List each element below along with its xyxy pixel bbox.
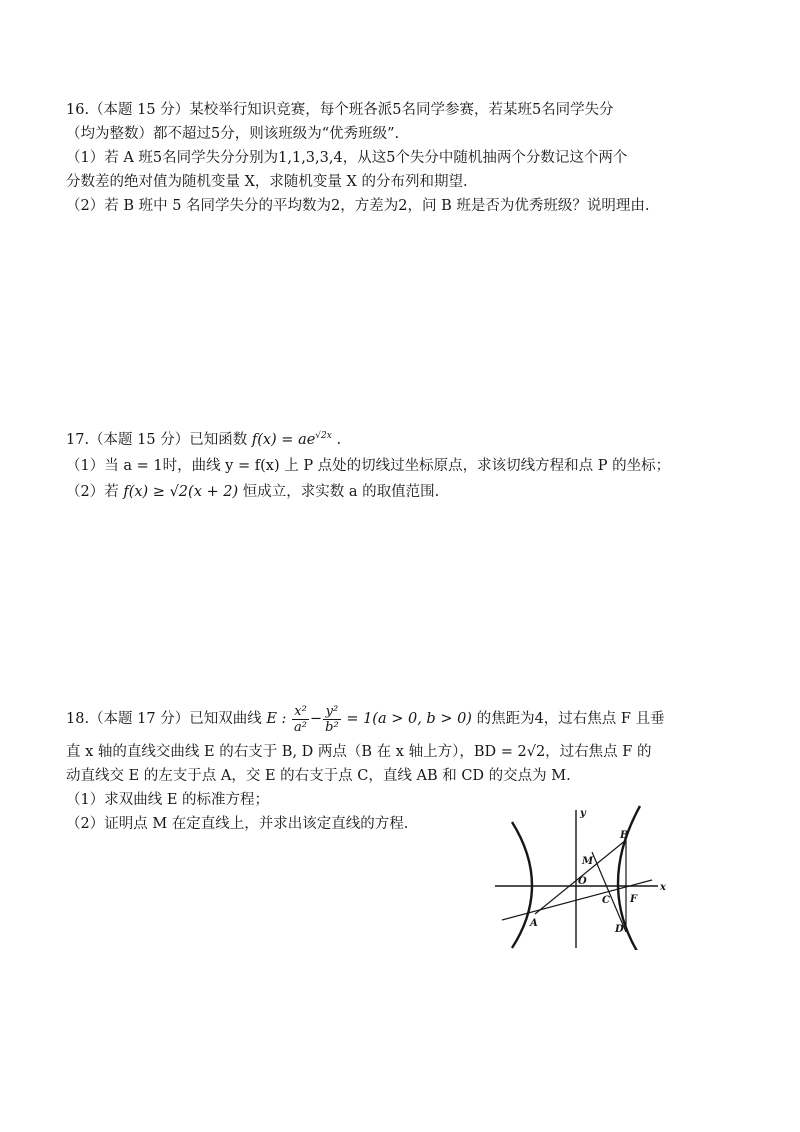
hyperbola-name: E : (266, 711, 287, 727)
problem-18-intro: 18.（本题 17 分）已知双曲线 (66, 711, 262, 727)
label-c: C (602, 895, 610, 906)
problem-16 (66, 100, 746, 220)
problem-17-intro: 17.（本题 15 分）已知函数 (66, 431, 248, 448)
hyperbola-diagram (490, 800, 670, 950)
problem-17-part-2-label: （2）若 (66, 483, 119, 500)
hyperbola-figure (490, 800, 670, 950)
minus-sign: − (310, 711, 323, 727)
label-m: M (582, 856, 594, 867)
label-b: B (620, 830, 629, 841)
hyperbola-left-branch (512, 822, 532, 948)
label-d: D (615, 924, 624, 935)
label-o: O (578, 876, 587, 887)
problem-17-line-1 (66, 424, 746, 452)
fraction-y-over-b (323, 704, 341, 735)
problem-18-line-2: 直 x 轴的直线交曲线 E 的右支于 B, D 两点（B 在 x 轴上方），BD = 2√2，过右焦点 F 的 (66, 744, 652, 760)
label-y: y (580, 808, 586, 819)
fraction-x-numerator: x² (292, 704, 309, 720)
fraction-b-denominator: b² (325, 719, 339, 735)
problem-17-line-2: （1）当 a = 1时，曲线 y = f(x) 上 P 点处的切线过坐标原点，求该切线方程和点 P 的坐标； (66, 457, 671, 474)
problem-18-line-5: （2）证明点 M 在定直线上，并求出该定直线的方程. (66, 816, 409, 832)
problem-16-line-2: （均为整数）都不超过5分，则该班级为“优秀班级”. (66, 126, 400, 142)
problem-17 (66, 424, 746, 508)
function-exponent: √2x (315, 431, 332, 441)
fraction-x-over-a (292, 704, 309, 735)
problem-16-line-1: 16.（本题 15 分）某校举行知识竞赛，每个班各派5名同学参赛，若某班5名同学失分 (66, 102, 614, 118)
problem-18-line-1-end: 的焦距为4，过右焦点 F 且垂 (476, 711, 665, 727)
fraction-y-numerator: y² (323, 704, 341, 720)
function-definition: f(x) = ae (251, 431, 316, 448)
label-x: x (660, 882, 666, 893)
hyperbola-condition: = 1(a > 0, b > 0) (346, 711, 472, 727)
problem-17-line-1-end: . (336, 431, 342, 448)
problem-17-part-2-text: 恒成立，求实数 a 的取值范围. (242, 483, 440, 500)
problem-18-line-1 (66, 700, 746, 738)
problem-17-line-3 (66, 480, 746, 504)
inequality: f(x) ≥ √2(x + 2) (123, 483, 239, 500)
problem-16-line-4: 分数差的绝对值为随机变量 X，求随机变量 X 的分布列和期望. (66, 174, 468, 190)
label-f: F (630, 894, 638, 905)
problem-16-line-3: （1）若 A 班5名同学失分分别为1,1,3,3,4，从这5个失分中随机抽两个分数记这个两个 (66, 150, 628, 166)
line-cd (592, 852, 626, 932)
label-a: A (530, 918, 538, 929)
problem-18-line-3: 动直线交 E 的左支于点 A，交 E 的右支于点 C，直线 AB 和 CD 的交点为 M. (66, 768, 571, 784)
problem-18-line-4: （1）求双曲线 E 的标准方程； (66, 792, 270, 808)
fraction-a-denominator: a² (294, 719, 308, 735)
problem-16-line-5: （2）若 B 班中 5 名同学失分的平均数为2，方差为2，问 B 班是否为优秀班级？说明理由. (66, 198, 650, 214)
